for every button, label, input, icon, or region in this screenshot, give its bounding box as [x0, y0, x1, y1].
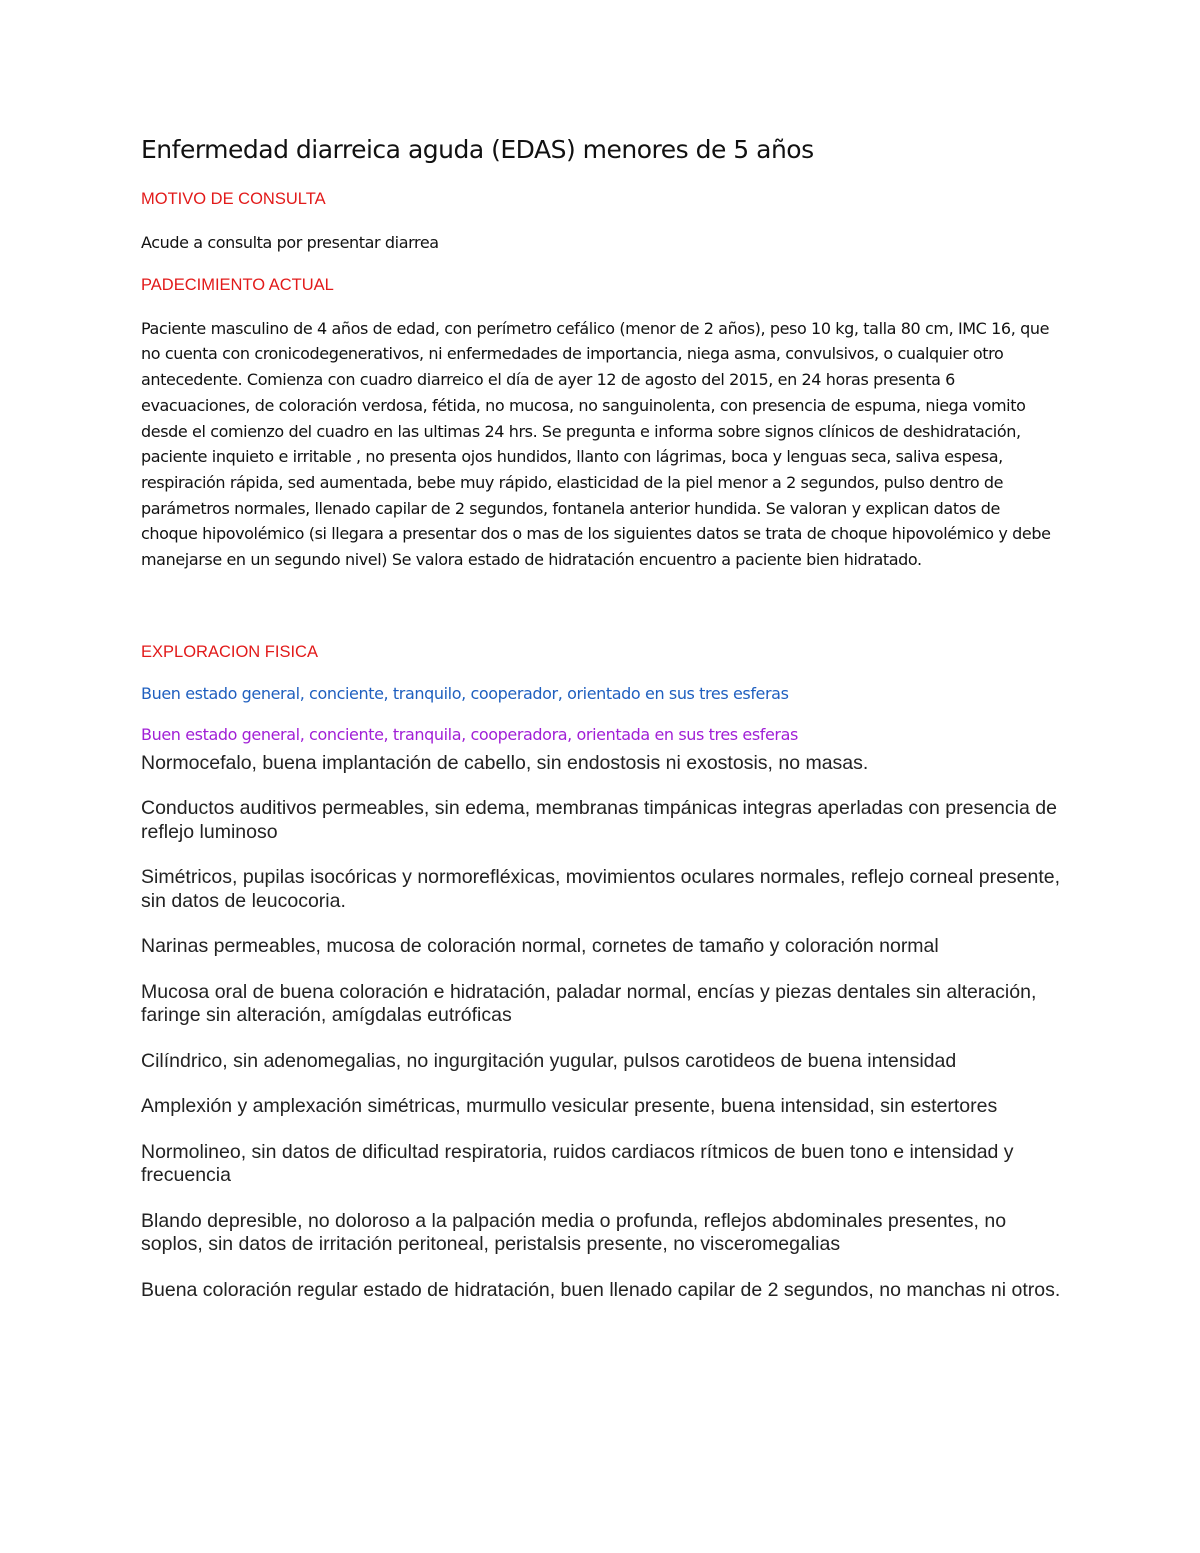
- exploracion-femenino: Buen estado general, conciente, tranquila, cooperadora, orientada en sus tres esferas: [141, 724, 798, 744]
- motivo-heading: MOTIVO DE CONSULTA: [141, 190, 326, 208]
- padecimiento-heading: PADECIMIENTO ACTUAL: [141, 275, 334, 294]
- exploracion-item-abdomen: Blando depresible, no doloroso a la palpación media o profunda, reflejos abdominales presentes, no soplos, sin datos de irritación peritoneal, peristalsis presente, no visceromegalias: [141, 1209, 1007, 1256]
- document-content: [141, 132, 1061, 1324]
- exploracion-item-nariz: Narinas permeables, mucosa de coloración normal, cornetes de tamaño y coloración normal: [141, 935, 939, 958]
- exploracion-item-cabeza: Normocefalo, buena implantación de cabello, sin endostosis ni exostosis, no masas.: [141, 751, 869, 774]
- exploracion-item-torax: Amplexión y amplexación simétricas, murmullo vesicular presente, buena intensidad, sin estertores: [141, 1095, 998, 1118]
- document-title: Enfermedad diarreica aguda (EDAS) menores de 5 años: [141, 135, 814, 164]
- padecimiento-text: Paciente masculino de 4 años de edad, con perímetro cefálico (menor de 2 años), peso 10 kg, talla 80 cm, IMC 16, que no cuenta con cronicodegenerativos, ni enfermedades de importancia, niega asma, convulsivos, o cualquier otro antecedente. Comienza con cuadro diarreico el día de ayer 12 de agosto del 2015, en 24 horas presenta 6 evacuaciones, de coloración verdosa, fétida, no mucosa, no sanguinolenta, con presencia de espuma, niega vomito desde el comienzo del cuadro en las ultimas 24 hrs. Se pregunta e informa sobre signos clínicos de deshidratación, paciente inquieto e irritable , no presenta ojos hundidos, llanto con lágrimas, boca y lenguas seca, saliva espesa, respiración rápida, sed aumentada, bebe muy rápido, elasticidad de la piel menor a 2 segundos, pulso dentro de parámetros normales, llenado capilar de 2 segundos, fontanela anterior hundida. Se valoran y explican datos de choque hipovolémico (si llegara a presentar dos o mas de los siguientes datos se trata de choque hipovolémico y debe manejarse en un segundo nivel) Se valora estado de hidratación encuentro a paciente bien hidratado.: [141, 318, 1051, 570]
- exploracion-masculino: Buen estado general, conciente, tranquilo, cooperador, orientado en sus tres esferas: [141, 683, 789, 703]
- exploracion-item-ojos: Simétricos, pupilas isocóricas y normorefléxicas, movimientos oculares normales, reflejo corneal presente, sin datos de leucocoria.: [141, 866, 1061, 912]
- exploracion-heading: EXPLORACION FISICA: [141, 642, 318, 661]
- exploracion-item-boca: Mucosa oral de buena coloración e hidratación, paladar normal, encías y piezas dentales sin alteración, faringe sin alteración, amígdalas eutróficas: [141, 980, 1037, 1027]
- exploracion-item-oidos: Conductos auditivos permeables, sin edema, membranas timpánicas integras aperladas con presencia de reflejo luminoso: [141, 797, 1057, 843]
- exploracion-item-cuello: Cilíndrico, sin adenomegalias, no ingurgitación yugular, pulsos carotideos de buena intensidad: [141, 1049, 957, 1072]
- exploracion-item-cardiaco: Normolineo, sin datos de dificultad respiratoria, ruidos cardiacos rítmicos de buen tono e intensidad y frecuencia: [141, 1140, 1014, 1187]
- motivo-text: Acude a consulta por presentar diarrea: [141, 233, 439, 252]
- exploracion-item-piel: Buena coloración regular estado de hidratación, buen llenado capilar de 2 segundos, no manchas ni otros.: [141, 1278, 1061, 1301]
